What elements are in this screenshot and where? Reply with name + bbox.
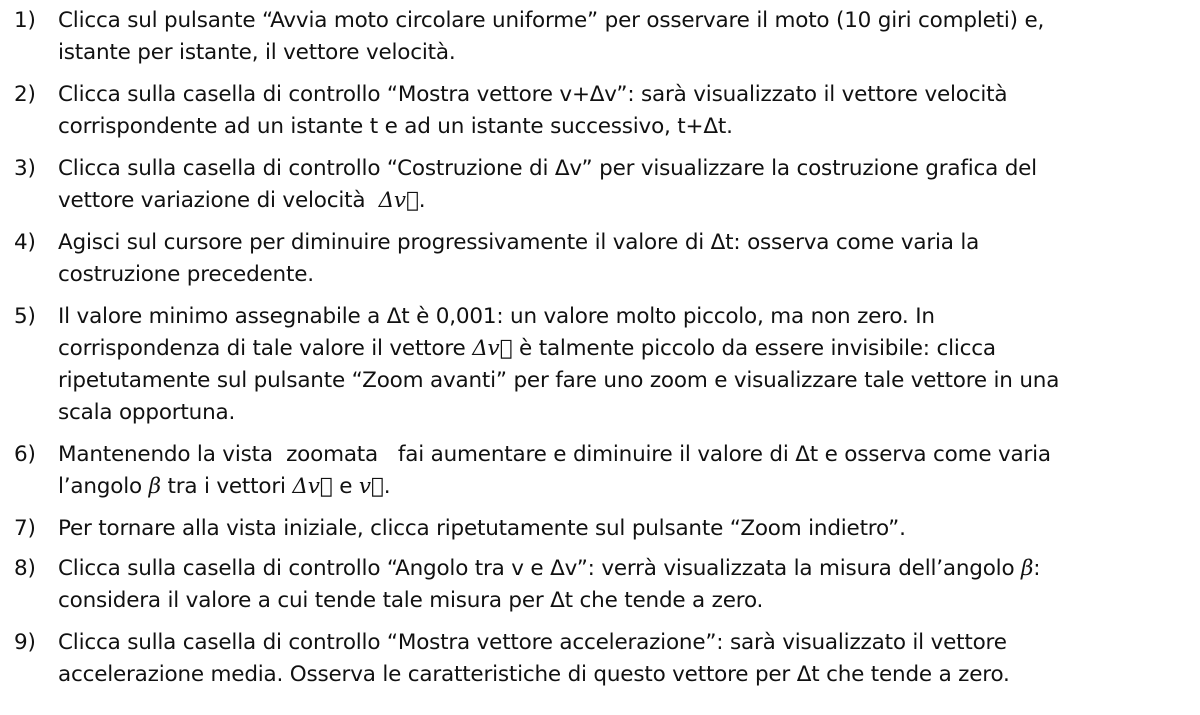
item-line: accelerazione media. Osserva le caratteristiche di questo vettore per Δt che tende a zero. — [58, 662, 1010, 687]
text-fragment: vettore variazione di velocità — [58, 188, 366, 213]
item-line: scala opportuna. — [58, 400, 236, 425]
item-line: Mantenendo la vista zoomata fai aumentare e diminuire il valore di Δt e osserva come varia — [58, 442, 1051, 467]
item-number: 7) — [14, 516, 36, 541]
item-text — [58, 627, 1184, 691]
item-line: Clicca sul pulsante “Avvia moto circolare uniforme” per osservare il moto (10 giri completi) e, — [58, 8, 1045, 33]
item-line: corrispondente ad un istante t e ad un istante successivo, t+Δt. — [58, 114, 733, 139]
delta-v-vector-symbol: Δv⃗ — [472, 336, 513, 361]
delta-v-vector-symbol: Δv⃗ — [378, 188, 419, 213]
item-number: 9) — [14, 630, 36, 655]
item-text — [58, 301, 1184, 429]
text-fragment: corrispondenza di tale valore il vettore — [58, 336, 466, 361]
item-line: Il valore minimo assegnabile a Δt è 0,001: un valore molto piccolo, ma non zero. In — [58, 304, 935, 329]
v-vector-symbol: v⃗ — [358, 474, 384, 499]
delta-v-vector-symbol: Δv⃗ — [292, 474, 333, 499]
item-text — [58, 439, 1184, 503]
item-text — [58, 153, 1184, 217]
item-line — [58, 185, 1184, 217]
text-fragment: . — [383, 474, 391, 499]
item-line: costruzione precedente. — [58, 262, 314, 287]
item-line: ripetutamente sul pulsante “Zoom avanti” per fare uno zoom e visualizzare tale vettore in una — [58, 368, 1060, 393]
item-line: Per tornare alla vista iniziale, clicca ripetutamente sul pulsante “Zoom indietro”. — [58, 516, 906, 541]
item-text — [58, 5, 1184, 69]
item-number: 5) — [14, 304, 36, 329]
beta-symbol: β — [148, 474, 161, 499]
item-number: 4) — [14, 230, 36, 255]
item-line: istante per istante, il vettore velocità. — [58, 40, 456, 65]
text-fragment: l’angolo — [58, 474, 142, 499]
item-line: Clicca sulla casella di controllo “Mostra vettore v+Δv”: sarà visualizzato il vettore velocità — [58, 82, 1008, 107]
item-line: Clicca sulla casella di controllo “Mostra vettore accelerazione”: sarà visualizzato il vettore — [58, 630, 1007, 655]
item-number: 6) — [14, 442, 36, 467]
item-line — [58, 471, 1184, 503]
item-text — [58, 553, 1184, 617]
item-line: Agisci sul cursore per diminuire progressivamente il valore di Δt: osserva come varia la — [58, 230, 980, 255]
text-fragment: è talmente piccolo da essere invisibile: clicca — [519, 336, 996, 361]
item-text — [58, 227, 1184, 291]
item-text — [58, 513, 1184, 545]
item-text — [58, 79, 1184, 143]
text-fragment: Clicca sulla casella di controllo “Angolo tra v e Δv”: verrà visualizzata la misura dell’angolo — [58, 556, 1015, 581]
text-fragment: tra i vettori — [167, 474, 286, 499]
item-line — [58, 333, 1184, 365]
text-fragment: : — [1033, 556, 1041, 581]
item-line: considera il valore a cui tende tale misura per Δt che tende a zero. — [58, 588, 764, 613]
item-number: 8) — [14, 556, 36, 581]
beta-symbol: β — [1021, 556, 1034, 581]
item-number: 2) — [14, 82, 36, 107]
item-line — [58, 553, 1184, 585]
item-number: 1) — [14, 8, 36, 33]
item-number: 3) — [14, 156, 36, 181]
item-line: Clicca sulla casella di controllo “Costruzione di Δv” per visualizzare la costruzione grafica del — [58, 156, 1037, 181]
text-fragment: . — [418, 188, 426, 213]
text-fragment: e — [339, 474, 353, 499]
